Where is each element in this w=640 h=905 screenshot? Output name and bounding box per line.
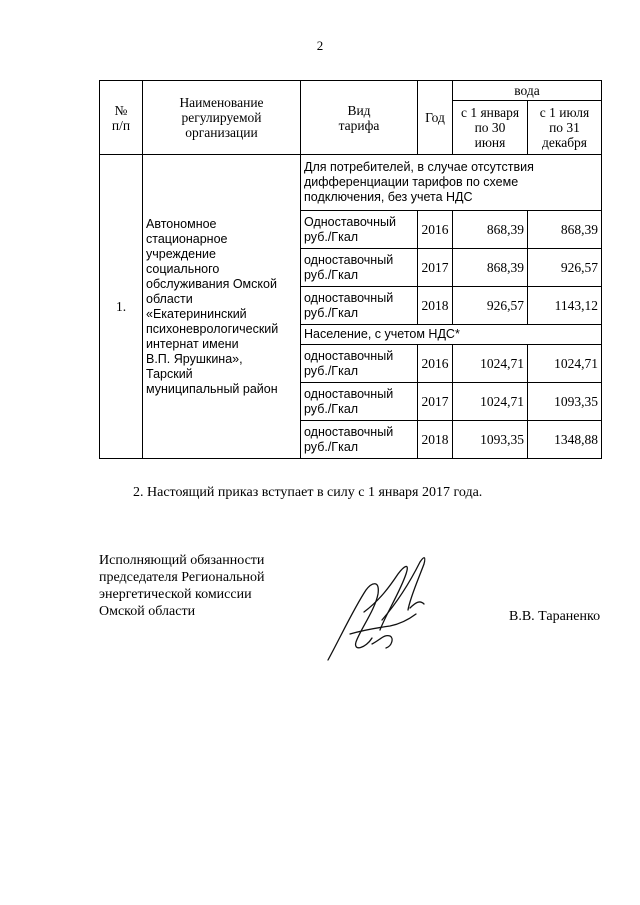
header-num: № п/п [100, 81, 143, 155]
year-cell: 2016 [418, 345, 453, 383]
year-cell: 2017 [418, 249, 453, 287]
value-period-1: 868,39 [453, 249, 528, 287]
value-period-1: 1024,71 [453, 383, 528, 421]
value-period-2: 868,39 [528, 211, 602, 249]
value-period-1: 1024,71 [453, 345, 528, 383]
tariff-type-cell: одноставочный руб./Гкал [301, 383, 418, 421]
clause-2: 2. Настоящий приказ вступает в силу с 1 января 2017 года. [133, 485, 483, 500]
row-number: 1. [100, 155, 143, 459]
year-cell: 2016 [418, 211, 453, 249]
value-period-1: 1093,35 [453, 421, 528, 459]
header-water: вода [453, 81, 602, 101]
page-number: 2 [316, 38, 324, 53]
value-period-1: 926,57 [453, 287, 528, 325]
tariff-type-cell: одноставочный руб./Гкал [301, 345, 418, 383]
value-period-2: 1093,35 [528, 383, 602, 421]
header-organization: Наименование регулируемой организации [143, 81, 301, 155]
header-period-1: с 1 января по 30 июня [453, 101, 528, 155]
group-title: Население, с учетом НДС* [301, 325, 602, 345]
header-period-2: с 1 июля по 31 декабря [528, 101, 602, 155]
year-cell: 2018 [418, 421, 453, 459]
tariff-type-cell: одноставочный руб./Гкал [301, 287, 418, 325]
header-row-1 [100, 81, 602, 101]
tariff-type-cell: одноставочный руб./Гкал [301, 421, 418, 459]
group-title: Для потребителей, в случае отсутствия дифференциации тарифов по схеме подключения, без учета НДС [301, 155, 602, 211]
tariff-type-cell: Одноставочный руб./Гкал [301, 211, 418, 249]
value-period-2: 926,57 [528, 249, 602, 287]
value-period-2: 1348,88 [528, 421, 602, 459]
organization-name: Автономное стационарное учреждение социального обслуживания Омской области «Екатерининский психоневрологический интернат имени В.П. Ярушкина», Тарский муниципальный район [143, 155, 301, 459]
signatory-title: Исполняющий обязанности председателя Региональной энергетической комиссии Омской области [99, 553, 265, 619]
signatory-name: В.В. Тараненко [509, 609, 601, 624]
value-period-2: 1024,71 [528, 345, 602, 383]
tariff-table [99, 80, 602, 459]
year-cell: 2018 [418, 287, 453, 325]
header-year: Год [418, 81, 453, 155]
tariff-type-cell: одноставочный руб./Гкал [301, 249, 418, 287]
group-title-row [100, 155, 602, 211]
handwritten-signature [320, 550, 450, 670]
year-cell: 2017 [418, 383, 453, 421]
header-tariff-type: Вид тарифа [301, 81, 418, 155]
value-period-1: 868,39 [453, 211, 528, 249]
value-period-2: 1143,12 [528, 287, 602, 325]
